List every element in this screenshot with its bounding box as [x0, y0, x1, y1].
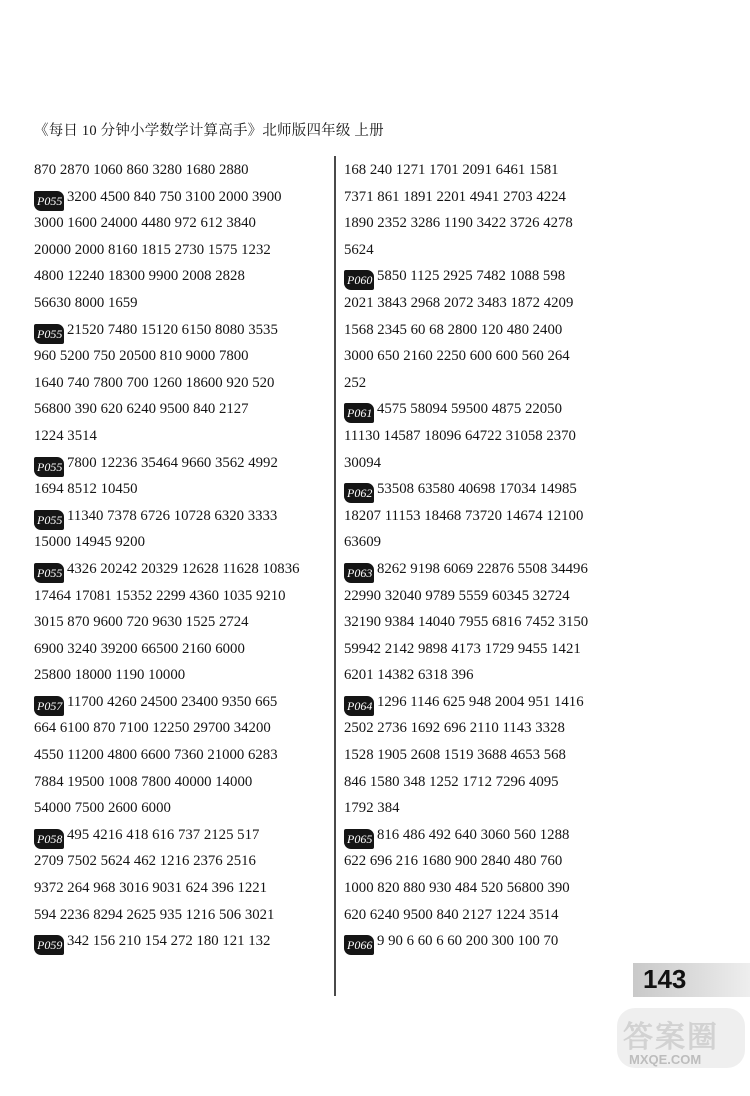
answer-values: 3000 650 2160 2250 600 600 560 264: [344, 348, 570, 365]
answer-line: [34, 928, 326, 955]
answer-values: 4326 20242 20329 12628 11628 10836: [67, 560, 300, 577]
answer-values: 20000 2000 8160 1815 2730 1575 1232: [34, 241, 271, 258]
answer-values: 15000 14945 9200: [34, 534, 145, 551]
answer-values: 870 2870 1060 860 3280 1680 2880: [34, 162, 249, 178]
answer-values: 960 5200 750 20500 810 9000 7800: [34, 348, 249, 365]
answer-line: [344, 317, 634, 344]
answer-values: 17464 17081 15352 2299 4360 1035 9210: [34, 587, 286, 604]
answer-line: [344, 343, 634, 370]
answer-values: 1528 1905 2608 1519 3688 4653 568: [344, 747, 566, 764]
watermark-logo: [617, 1008, 745, 1068]
answer-values: 1890 2352 3286 1190 3422 3726 4278: [344, 215, 573, 232]
answer-line: [344, 742, 634, 769]
answer-values: 1000 820 880 930 484 520 56800 390: [344, 880, 570, 897]
answer-values: 3200 4500 840 750 3100 2000 3900: [67, 188, 282, 205]
answer-line: [34, 157, 326, 184]
answer-line: [34, 503, 326, 530]
answer-values: 11700 4260 24500 23400 9350 665: [67, 693, 278, 710]
answer-values: 21520 7480 15120 6150 8080 3535: [67, 321, 278, 338]
answer-values: 664 6100 870 7100 12250 29700 34200: [34, 720, 271, 737]
answer-line: [344, 450, 634, 477]
answer-values: 6900 3240 39200 66500 2160 6000: [34, 640, 245, 657]
page-tag-icon: P060: [344, 270, 374, 290]
answer-line: [344, 689, 634, 716]
answer-line: [344, 556, 634, 583]
answer-values: 54000 7500 2600 6000: [34, 800, 171, 817]
answer-values: 252: [344, 374, 367, 391]
answer-line: [34, 822, 326, 849]
page-tag-icon: P065: [344, 829, 374, 849]
answer-values: 620 6240 9500 840 2127 1224 3514: [344, 906, 559, 923]
answer-values: 1296 1146 625 948 2004 951 1416: [377, 693, 584, 710]
answer-line: [34, 370, 326, 397]
answer-line: [34, 343, 326, 370]
answer-values: 25800 18000 1190 10000: [34, 667, 186, 684]
answer-line: [34, 210, 326, 237]
page-tag-icon: P055: [34, 563, 64, 583]
answer-values: 63609: [344, 534, 381, 551]
answer-values: 5850 1125 2925 7482 1088 598: [377, 268, 566, 285]
page-tag-icon: P055: [34, 510, 64, 530]
answer-line: [344, 157, 634, 184]
answer-values: 32190 9384 14040 7955 6816 7452 3150: [344, 614, 589, 631]
page-number: 143: [643, 964, 687, 994]
page-tag-icon: P059: [34, 935, 64, 955]
answer-line: [344, 263, 634, 290]
answer-line: [34, 609, 326, 636]
answer-line: [344, 396, 634, 423]
answer-values: 4550 11200 4800 6600 7360 21000 6283: [34, 747, 278, 764]
answer-line: [34, 848, 326, 875]
page-tag-icon: P062: [344, 483, 374, 503]
page-tag-icon: P058: [34, 829, 64, 849]
page-tag-icon: P063: [344, 563, 374, 583]
answer-values: 594 2236 8294 2625 935 1216 506 3021: [34, 906, 275, 923]
answer-line: [34, 556, 326, 583]
answer-values: 495 4216 418 616 737 2125 517: [67, 826, 260, 843]
answer-line: [34, 769, 326, 796]
answer-values: 2502 2736 1692 696 2110 1143 3328: [344, 720, 565, 737]
watermark-url: MXQE.COM: [629, 1052, 702, 1067]
answer-line: [34, 396, 326, 423]
answer-values: 7884 19500 1008 7800 40000 14000: [34, 773, 253, 790]
answer-line: [34, 902, 326, 929]
answer-line: [34, 529, 326, 556]
answer-line: [34, 715, 326, 742]
answer-values: 6201 14382 6318 396: [344, 667, 474, 684]
answer-line: [344, 875, 634, 902]
answer-values: 56800 390 620 6240 9500 840 2127: [34, 401, 249, 418]
answer-line: [34, 184, 326, 211]
page-tag-icon: P055: [34, 457, 64, 477]
answer-line: [344, 503, 634, 530]
page-tag-icon: P064: [344, 696, 374, 716]
answer-line: [344, 370, 634, 397]
answer-values: 168 240 1271 1701 2091 6461 1581: [344, 162, 559, 178]
answer-values: 2709 7502 5624 462 1216 2376 2516: [34, 853, 256, 870]
answer-line: [344, 290, 634, 317]
page-number-badge: [633, 963, 750, 997]
answer-values: 7800 12236 35464 9660 3562 4992: [67, 454, 278, 471]
answer-line: [344, 529, 634, 556]
answer-values: 9 90 6 60 6 60 200 300 100 70: [377, 933, 559, 950]
answer-line: [344, 476, 634, 503]
answer-values: 3015 870 9600 720 9630 1525 2724: [34, 614, 249, 631]
answer-line: [34, 237, 326, 264]
answer-line: [344, 636, 634, 663]
answer-line: [34, 795, 326, 822]
answer-values: 4800 12240 18300 9900 2008 2828: [34, 268, 245, 285]
answer-values: 1224 3514: [34, 427, 97, 444]
answer-values: 1568 2345 60 68 2800 120 480 2400: [344, 321, 563, 338]
answer-line: [344, 583, 634, 610]
page-tag-icon: P061: [344, 403, 374, 423]
right-answer-column: [344, 157, 634, 955]
answer-line: [344, 848, 634, 875]
answer-line: [344, 662, 634, 689]
page-tag-icon: P055: [34, 324, 64, 344]
answer-line: [344, 210, 634, 237]
answer-values: 622 696 216 1680 900 2840 480 760: [344, 853, 563, 870]
answer-values: 7371 861 1891 2201 4941 2703 4224: [344, 188, 566, 205]
book-title-header: 《每日 10 分钟小学数学计算高手》北师版四年级 上册: [34, 123, 384, 139]
answer-line: [34, 476, 326, 503]
answer-values: 30094: [344, 454, 381, 471]
answer-values: 22990 32040 9789 5559 60345 32724: [344, 587, 570, 604]
answer-values: 8262 9198 6069 22876 5508 34496: [377, 560, 588, 577]
answer-line: [34, 636, 326, 663]
answer-line: [344, 423, 634, 450]
answer-line: [34, 583, 326, 610]
answer-line: [34, 662, 326, 689]
answer-values: 1640 740 7800 700 1260 18600 920 520: [34, 374, 275, 391]
answer-values: 56630 8000 1659: [34, 294, 138, 311]
watermark-title: 答案圈: [623, 1020, 719, 1055]
answer-line: [344, 184, 634, 211]
answer-values: 846 1580 348 1252 1712 7296 4095: [344, 773, 559, 790]
left-answer-column: [34, 157, 326, 955]
answer-line: [34, 423, 326, 450]
answer-values: 4575 58094 59500 4875 22050: [377, 401, 562, 418]
answer-values: 11130 14587 18096 64722 31058 2370: [344, 427, 576, 444]
answer-line: [344, 769, 634, 796]
answer-line: [344, 822, 634, 849]
answer-line: [344, 795, 634, 822]
answer-line: [34, 290, 326, 317]
answer-values: 11340 7378 6726 10728 6320 3333: [67, 507, 278, 524]
answer-values: 9372 264 968 3016 9031 624 396 1221: [34, 880, 268, 897]
answer-values: 342 156 210 154 272 180 121 132: [67, 933, 271, 950]
answer-values: 2021 3843 2968 2072 3483 1872 4209: [344, 294, 574, 311]
answer-line: [34, 742, 326, 769]
answer-values: 18207 11153 18468 73720 14674 12100: [344, 507, 584, 524]
answer-values: 3000 1600 24000 4480 972 612 3840: [34, 215, 256, 232]
answer-line: [344, 715, 634, 742]
answer-line: [344, 237, 634, 264]
column-divider: [334, 156, 336, 996]
answer-values: 59942 2142 9898 4173 1729 9455 1421: [344, 640, 581, 657]
answer-line: [34, 263, 326, 290]
answer-values: 1694 8512 10450: [34, 481, 138, 498]
answer-line: [344, 609, 634, 636]
answer-line: [344, 928, 634, 955]
answer-values: 5624: [344, 241, 374, 258]
page-tag-icon: P057: [34, 696, 64, 716]
page-tag-icon: P066: [344, 935, 374, 955]
answer-line: [34, 875, 326, 902]
answer-values: 53508 63580 40698 17034 14985: [377, 481, 577, 498]
answer-line: [34, 689, 326, 716]
answer-values: 816 486 492 640 3060 560 1288: [377, 826, 570, 843]
answer-line: [344, 902, 634, 929]
answer-line: [34, 450, 326, 477]
answer-line: [34, 317, 326, 344]
page-tag-icon: P055: [34, 191, 64, 211]
answer-values: 1792 384: [344, 800, 400, 817]
